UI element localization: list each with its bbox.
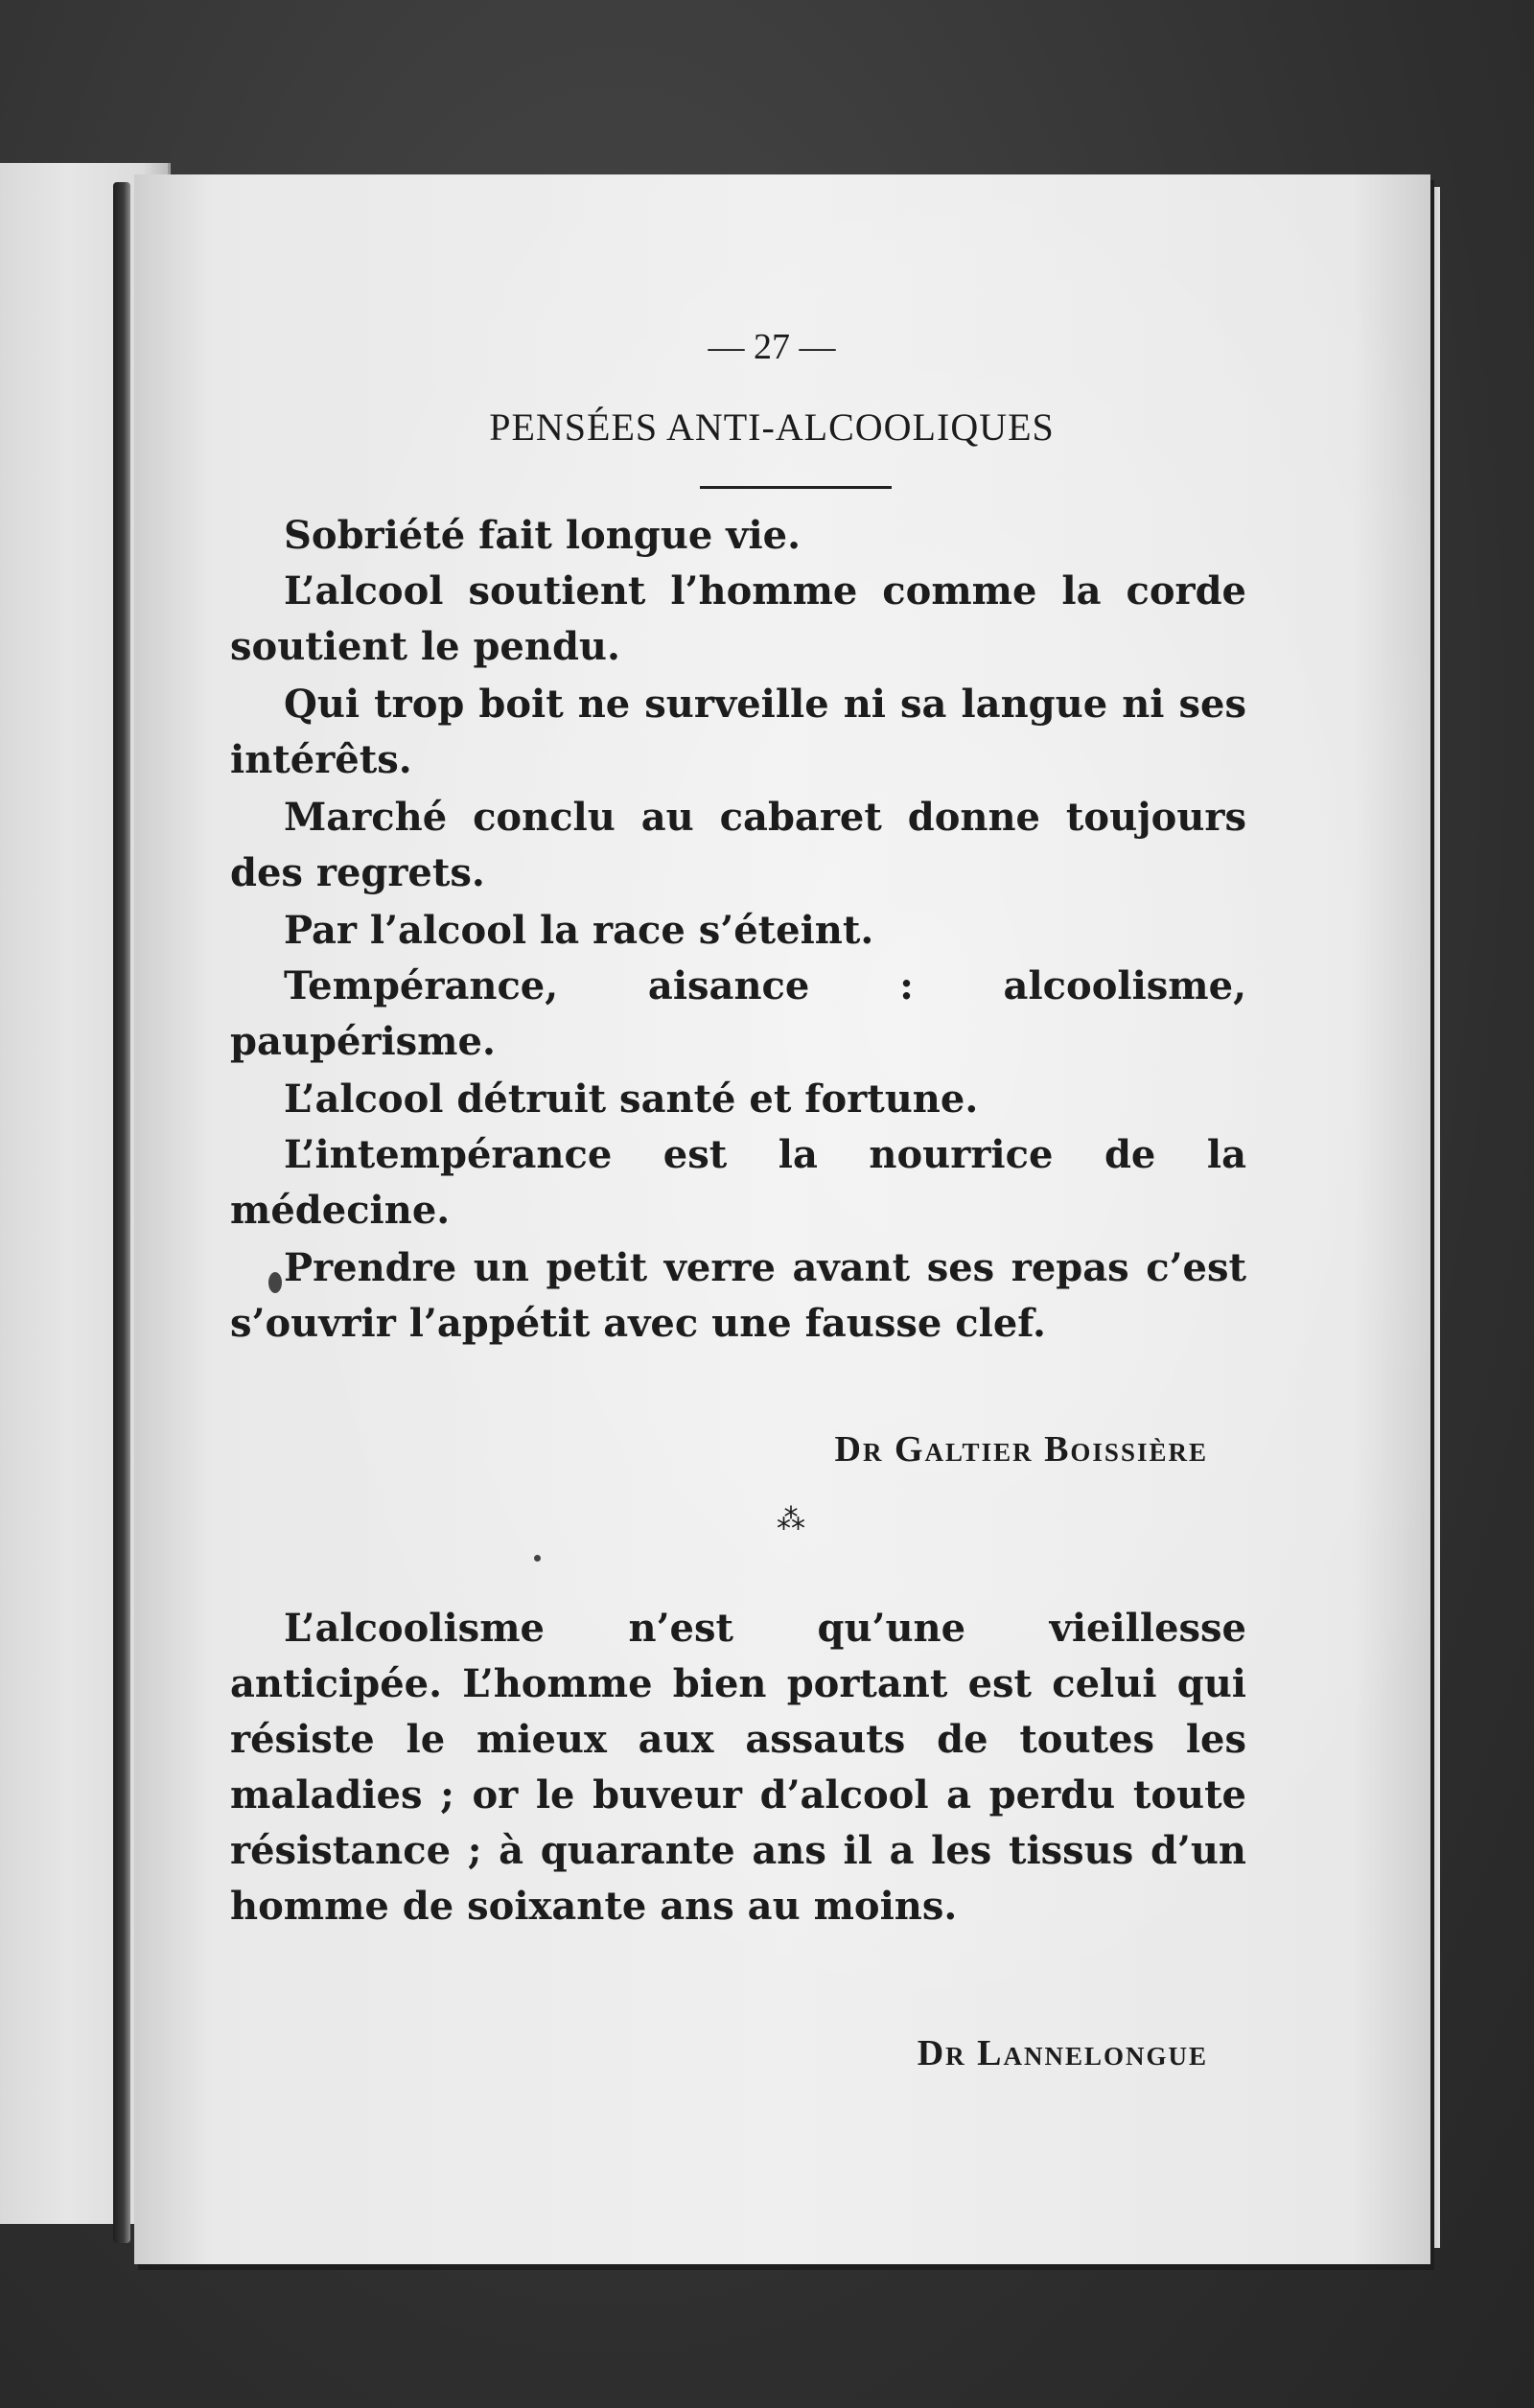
maxim-5: Par l’alcool la race s’éteint.	[284, 908, 874, 953]
quote-lannelongue: L’alcoolisme n’est qu’une vieillesse anticipée. L’homme bien portant est celui qui résiste le mieux aux assauts de toutes les maladies ; or le buveur d’alcool a perdu toute résistance ; à quarante ans il a les tissus d’un homme de soixante ans au moins.	[230, 1606, 1246, 1929]
title-rule	[700, 486, 892, 489]
book-gutter	[113, 182, 130, 2243]
maxim-9: Prendre un petit verre avant ses repas c’est s’ouvrir l’appétit avec une fausse clef.	[230, 1245, 1246, 1346]
page-number: — 27 —	[708, 327, 836, 367]
maxim-6: Tempérance, aisance : alcoolisme, paupérisme.	[230, 963, 1246, 1064]
maxim-4: Marché conclu au cabaret donne toujours des regrets.	[230, 795, 1246, 895]
maxim-3: Qui trop boit ne surveille ni sa langue ni ses intérêts.	[230, 682, 1246, 782]
maxim-2: L’alcool soutient l’homme comme la corde soutient le pendu.	[230, 568, 1246, 669]
page-title: PENSÉES ANTI-ALCOOLIQUES	[489, 405, 1055, 449]
asterism-separator: ⁂	[777, 1503, 805, 1537]
author-lannelongue: Dr Lannelongue	[917, 2033, 1208, 2073]
maxim-7: L’alcool détruit santé et fortune.	[284, 1077, 979, 1122]
author-galtier-boissiere: Dr Galtier Boissière	[834, 1429, 1208, 1470]
ink-speck	[534, 1555, 541, 1562]
maxim-1: Sobriété fait longue vie.	[284, 513, 802, 558]
maxim-8: L’intempérance est la nourrice de la médecine.	[230, 1132, 1246, 1233]
